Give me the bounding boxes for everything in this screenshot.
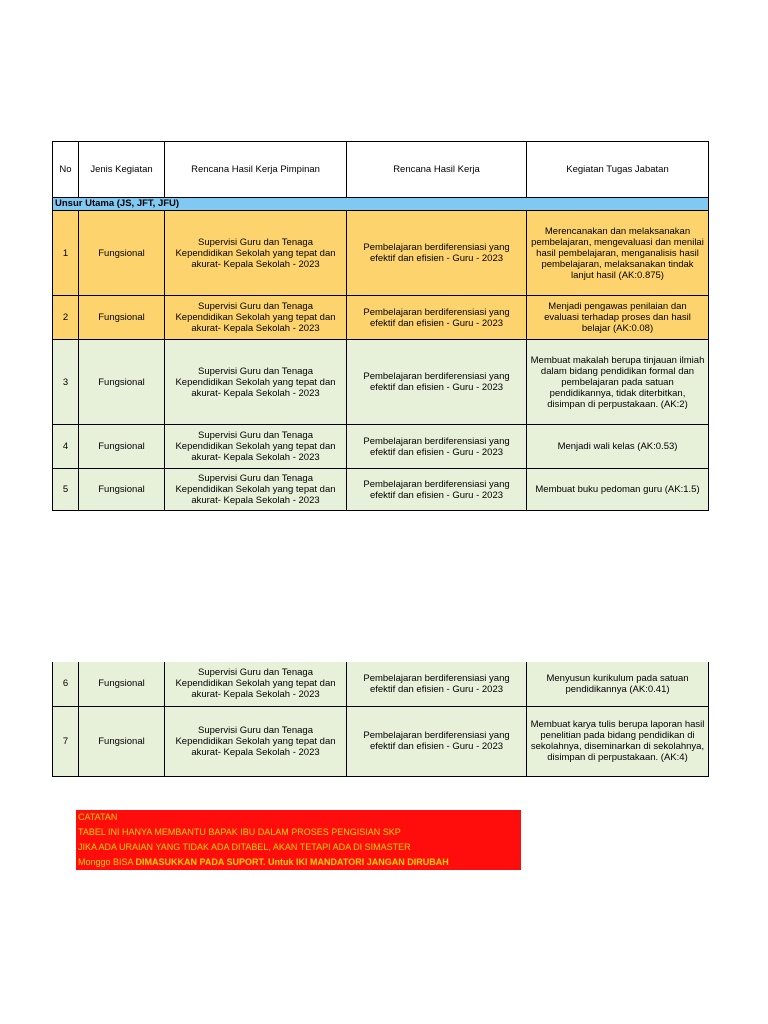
row-no: 4 [53,425,79,469]
row-rhk: Pembelajaran berdiferensiasi yang efektif dan efisien - Guru - 2023 [347,296,527,340]
row-no: 2 [53,296,79,340]
row-no: 1 [53,211,79,296]
row-rhk: Pembelajaran berdiferensiasi yang efektif dan efisien - Guru - 2023 [347,211,527,296]
note-line-support-prefix: Monggo BISA [78,857,136,867]
row-kegiatan: Merencanakan dan melaksanakan pembelajaran, mengevaluasi dan menilai hasil pembelajaran, menganalisis hasil pembelajaran, melaksanakan tindak lanjut hasil (AK:0.875) [527,211,709,296]
header-kegiatan-tugas: Kegiatan Tugas Jabatan [527,142,709,198]
row-pimpinan: Supervisi Guru dan Tenaga Kependidikan Sekolah yang tepat dan akurat- Kepala Sekolah - 2023 [165,706,347,776]
row-jenis: Fungsional [79,706,165,776]
note-line-simaster: JIKA ADA URAIAN YANG TIDAK ADA DITABEL, AKAN TETAPI ADA DI SIMASTER [78,842,411,852]
header-rhk: Rencana Hasil Kerja [347,142,527,198]
table-row [53,296,709,340]
row-pimpinan: Supervisi Guru dan Tenaga Kependidikan Sekolah yang tepat dan akurat- Kepala Sekolah - 2023 [165,340,347,425]
row-rhk: Pembelajaran berdiferensiasi yang efektif dan efisien - Guru - 2023 [347,340,527,425]
skp-table-page-1 [52,141,709,511]
table-row [53,211,709,296]
note-line-table-help: TABEL INI HANYA MEMBANTU BAPAK IBU DALAM PROSES PENGISIAN SKP [78,827,401,837]
catatan-note-box [76,810,521,870]
row-rhk: Pembelajaran berdiferensiasi yang efektif dan efisien - Guru - 2023 [347,425,527,469]
row-kegiatan: Membuat buku pedoman guru (AK:1.5) [527,469,709,511]
row-no: 6 [53,662,79,706]
row-jenis: Fungsional [79,211,165,296]
header-rhk-pimpinan: Rencana Hasil Kerja Pimpinan [165,142,347,198]
row-jenis: Fungsional [79,425,165,469]
row-kegiatan: Menjadi wali kelas (AK:0.53) [527,425,709,469]
row-rhk: Pembelajaran berdiferensiasi yang efektif dan efisien - Guru - 2023 [347,469,527,511]
table-header-row [53,142,709,198]
row-pimpinan: Supervisi Guru dan Tenaga Kependidikan Sekolah yang tepat dan akurat- Kepala Sekolah - 2023 [165,296,347,340]
row-kegiatan: Menyusun kurikulum pada satuan pendidikannya (AK:0.41) [527,662,709,706]
note-line-support-emphasis: DIMASUKKAN PADA SUPORT. Untuk IKI MANDATORI JANGAN DIRUBAH [135,857,449,867]
row-jenis: Fungsional [79,469,165,511]
skp-table-page-2 [52,662,709,777]
section-label: Unsur Utama (JS, JFT, JFU) [53,198,709,211]
table-row [53,706,709,776]
table-row [53,662,709,706]
header-no: No [53,142,79,198]
row-jenis: Fungsional [79,296,165,340]
row-no: 7 [53,706,79,776]
row-jenis: Fungsional [79,340,165,425]
table-row [53,425,709,469]
table-row [53,469,709,511]
row-pimpinan: Supervisi Guru dan Tenaga Kependidikan Sekolah yang tepat dan akurat- Kepala Sekolah - 2023 [165,662,347,706]
table-row [53,340,709,425]
row-no: 5 [53,469,79,511]
header-jenis-kegiatan: Jenis Kegiatan [79,142,165,198]
row-pimpinan: Supervisi Guru dan Tenaga Kependidikan Sekolah yang tepat dan akurat- Kepala Sekolah - 2023 [165,425,347,469]
row-rhk: Pembelajaran berdiferensiasi yang efektif dan efisien - Guru - 2023 [347,662,527,706]
section-row [53,198,709,211]
row-kegiatan: Membuat makalah berupa tinjauan ilmiah dalam bidang pendidikan formal dan pembelajaran pada satuan pendidikannya, tidak diterbitkan, disimpan di perpustakaan. (AK:2) [527,340,709,425]
row-kegiatan: Menjadi pengawas penilaian dan evaluasi terhadap proses dan hasil belajar (AK:0.08) [527,296,709,340]
row-pimpinan: Supervisi Guru dan Tenaga Kependidikan Sekolah yang tepat dan akurat- Kepala Sekolah - 2023 [165,469,347,511]
row-jenis: Fungsional [79,662,165,706]
note-line-support [78,855,519,870]
row-rhk: Pembelajaran berdiferensiasi yang efektif dan efisien - Guru - 2023 [347,706,527,776]
row-kegiatan: Membuat karya tulis berupa laporan hasil penelitian pada bidang pendidikan di sekolahnya, diseminarkan di sekolahnya, disimpan di perpustakaan. (AK:4) [527,706,709,776]
row-no: 3 [53,340,79,425]
note-title: CATATAN [78,812,118,822]
row-pimpinan: Supervisi Guru dan Tenaga Kependidikan Sekolah yang tepat dan akurat- Kepala Sekolah - 2023 [165,211,347,296]
